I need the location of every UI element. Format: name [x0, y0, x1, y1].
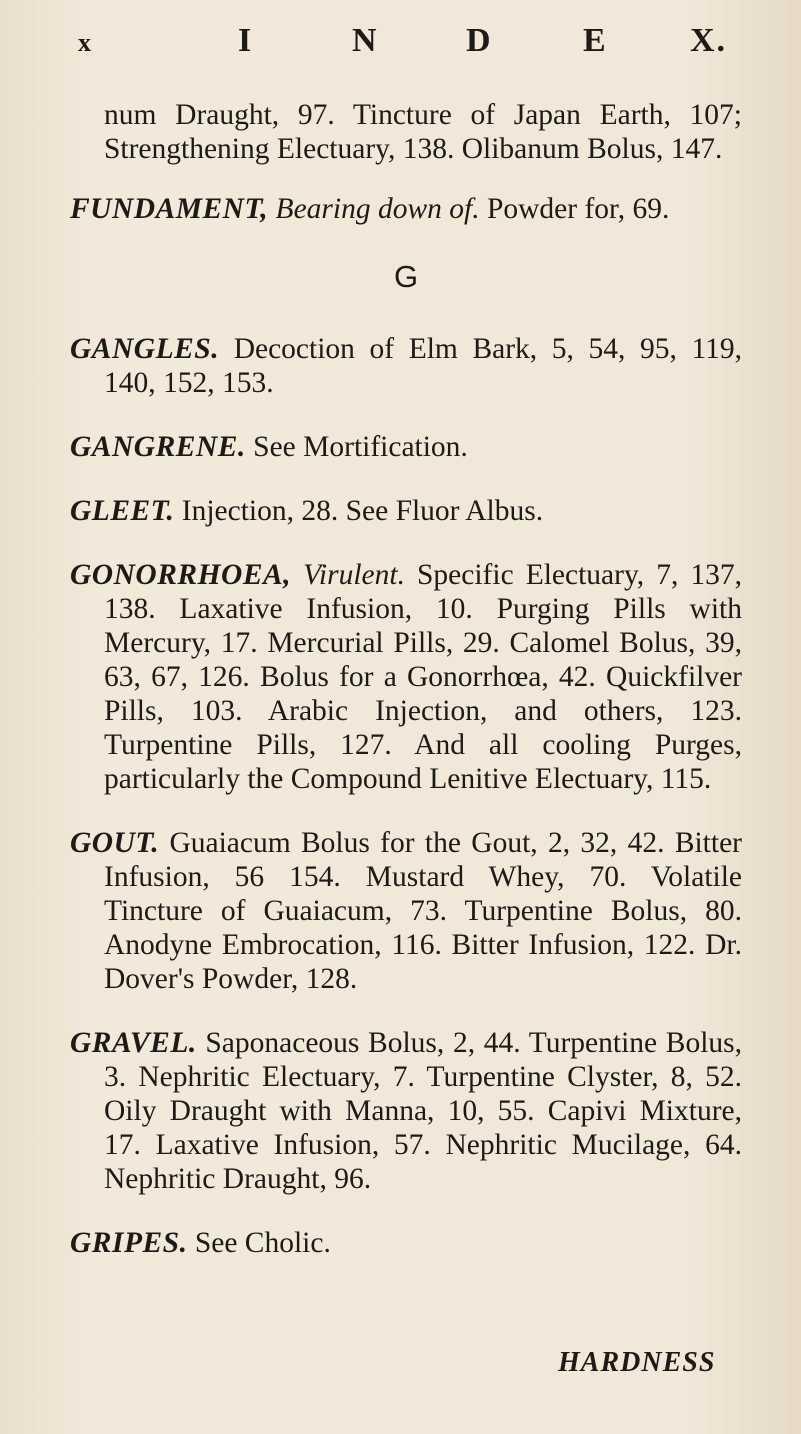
entry-text: See Mortification.: [253, 431, 468, 463]
entry-head: GRAVEL.: [70, 1027, 197, 1059]
entry-text: Powder for, 69.: [486, 193, 670, 225]
index-entry-gripes: [70, 1226, 742, 1260]
index-entry-gangrene: [70, 430, 742, 464]
header-letter: I: [238, 22, 254, 59]
header-letter: E: [583, 22, 608, 59]
header-letter: D: [466, 22, 493, 59]
index-entry-gout: [70, 826, 742, 996]
index-entry-fundament: [70, 192, 742, 226]
entry-head: GRIPES.: [70, 1227, 188, 1259]
entry-head: GANGLES.: [70, 333, 220, 365]
entry-head: GONORRHOEA,: [70, 559, 292, 591]
entry-head: FUNDAMENT,: [70, 193, 269, 225]
entry-text: Guaiacum Bolus for the Gout, 2, 32, 42. Bitter Infusion, 56 154. Mustard Whey, 70. Volatile Tincture of Guaiacum, 73. Turpentine Bolus, 80. Anodyne Embrocation, 116. Bitter Infusion, 122. Dr. Dover's Powder, 128.: [104, 827, 742, 995]
entry-text: Saponaceous Bolus, 2, 44. Turpentine Bolus, 3. Nephritic Electuary, 7. Turpentine Clyster, 8, 52. Oily Draught with Manna, 10, 55. Capivi Mixture, 17. Laxative Infusion, 57. Nephritic Mucilage, 64. Nephritic Draught, 96.: [104, 1027, 743, 1195]
index-entry-gleet: [70, 494, 742, 528]
entry-text: Injection, 28. See Fluor Albus.: [181, 495, 544, 527]
index-body: [70, 98, 742, 1290]
entry-text: See Cholic.: [194, 1227, 331, 1259]
index-entry-gonorrhoea: [70, 558, 742, 796]
catchword: HARDNESS: [558, 1347, 716, 1378]
header-letter: X.: [690, 22, 728, 59]
index-entry-gravel: [70, 1026, 742, 1196]
header-mark: x: [78, 28, 93, 57]
section-letter: G: [393, 259, 419, 294]
continued-entry: [70, 98, 742, 166]
header-letter: N: [352, 22, 379, 59]
entry-head: GOUT.: [70, 827, 160, 859]
index-entry-gangles: [70, 332, 742, 400]
entry-text: Decoction of Elm Bark, 5, 54, 95, 119, 140, 152, 153.: [104, 333, 742, 399]
running-header: [78, 22, 741, 62]
entry-head: GANGRENE.: [70, 431, 246, 463]
entry-text: Specific Electuary, 7, 137, 138. Laxative Infusion, 10. Purging Pills with Mercury, 17. Mercurial Pills, 29. Calomel Bolus, 39, 63, 67, 126. Bolus for a Gonorrhœa, 42. Quickfilver Pills, 103. Arabic Injection, and others, 123. Turpentine Pills, 127. And all cooling Purges, particularly the Compound Lenitive Electuary, 115.: [104, 559, 743, 795]
entry-text: num Draught, 97. Tincture of Japan Earth, 107; Strengthening Electuary, 138. Olibanum Bolus, 147.: [104, 99, 742, 165]
entry-subhead: Virulent.: [303, 559, 405, 591]
entry-head: GLEET.: [70, 495, 175, 527]
entry-subhead: Bearing down of.: [275, 193, 480, 225]
